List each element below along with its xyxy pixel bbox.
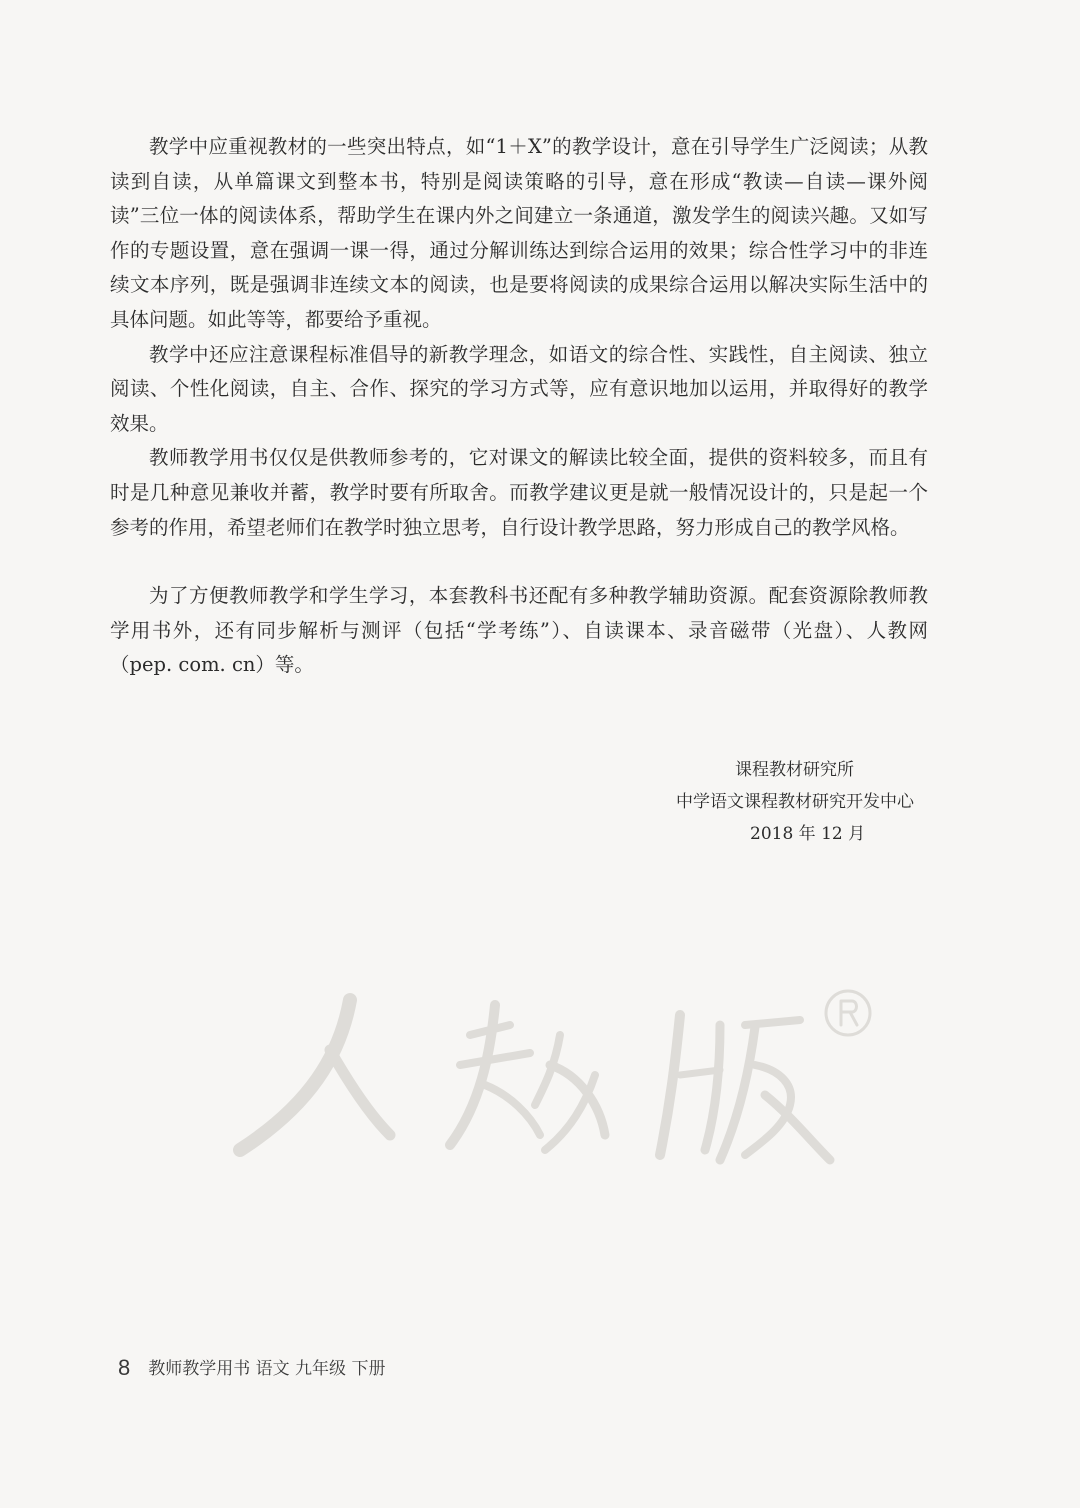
book-title: 教师教学用书 语文 九年级 下册 — [148, 1359, 386, 1379]
signature-org-center: 中学语文课程教材研究开发中心 — [676, 792, 914, 812]
paragraph-2: 教学中还应注意课程标准倡导的新教学理念，如语文的综合性、实践性，自主阅读、独立阅读、个性化阅读，自主、合作、探究的学习方式等，应有意识地加以运用，并取得好的教学效果。 — [110, 342, 928, 435]
paragraph-1: 教学中应重视教材的一些突出特点，如“1＋X”的教学设计，意在引导学生广泛阅读；从教读到自读，从单篇课文到整本书，特别是阅读策略的引导，意在形成“教读—自读—课外阅读”三位一体的阅读体系，帮助学生在课内外之间建立一条通道，激发学生的阅读兴趣。又如写作的专题设置，意在强调一课一得，通过分解训练达到综合运用的效果；综合性学习中的非连续文本序列，既是强调非连续文本的阅读，也是要将阅读的成果综合运用以解决实际生活中的具体问题。如此等等，都要给予重视。 — [110, 135, 928, 331]
paragraph-4: 为了方便教师教学和学生学习，本套教科书还配有多种教学辅助资源。配套资源除教师教学用书外，还有同步解析与测评（包括“学考练”）、自读课本、录音磁带（光盘）、人教网（pep. com. cn）等。 — [110, 584, 928, 677]
paragraph-3: 教师教学用书仅仅是供教师参考的，它对课文的解读比较全面，提供的资料较多，而且有时是几种意见兼收并蓄，教学时要有所取舍。而教学建议更是就一般情况设计的，只是起一个参考的作用，希望老师们在教学时独立思考，自行设计教学思路，努力形成自己的教学风格。 — [110, 446, 928, 539]
publisher-watermark-logo — [200, 965, 900, 1195]
page-footer — [118, 1354, 385, 1381]
page-number: 8 — [118, 1355, 131, 1380]
signature-date: 2018 年 12 月 — [750, 824, 866, 844]
signature-org-institute: 课程教材研究所 — [735, 760, 854, 780]
preface-body — [110, 130, 928, 683]
signature-block — [640, 754, 940, 850]
